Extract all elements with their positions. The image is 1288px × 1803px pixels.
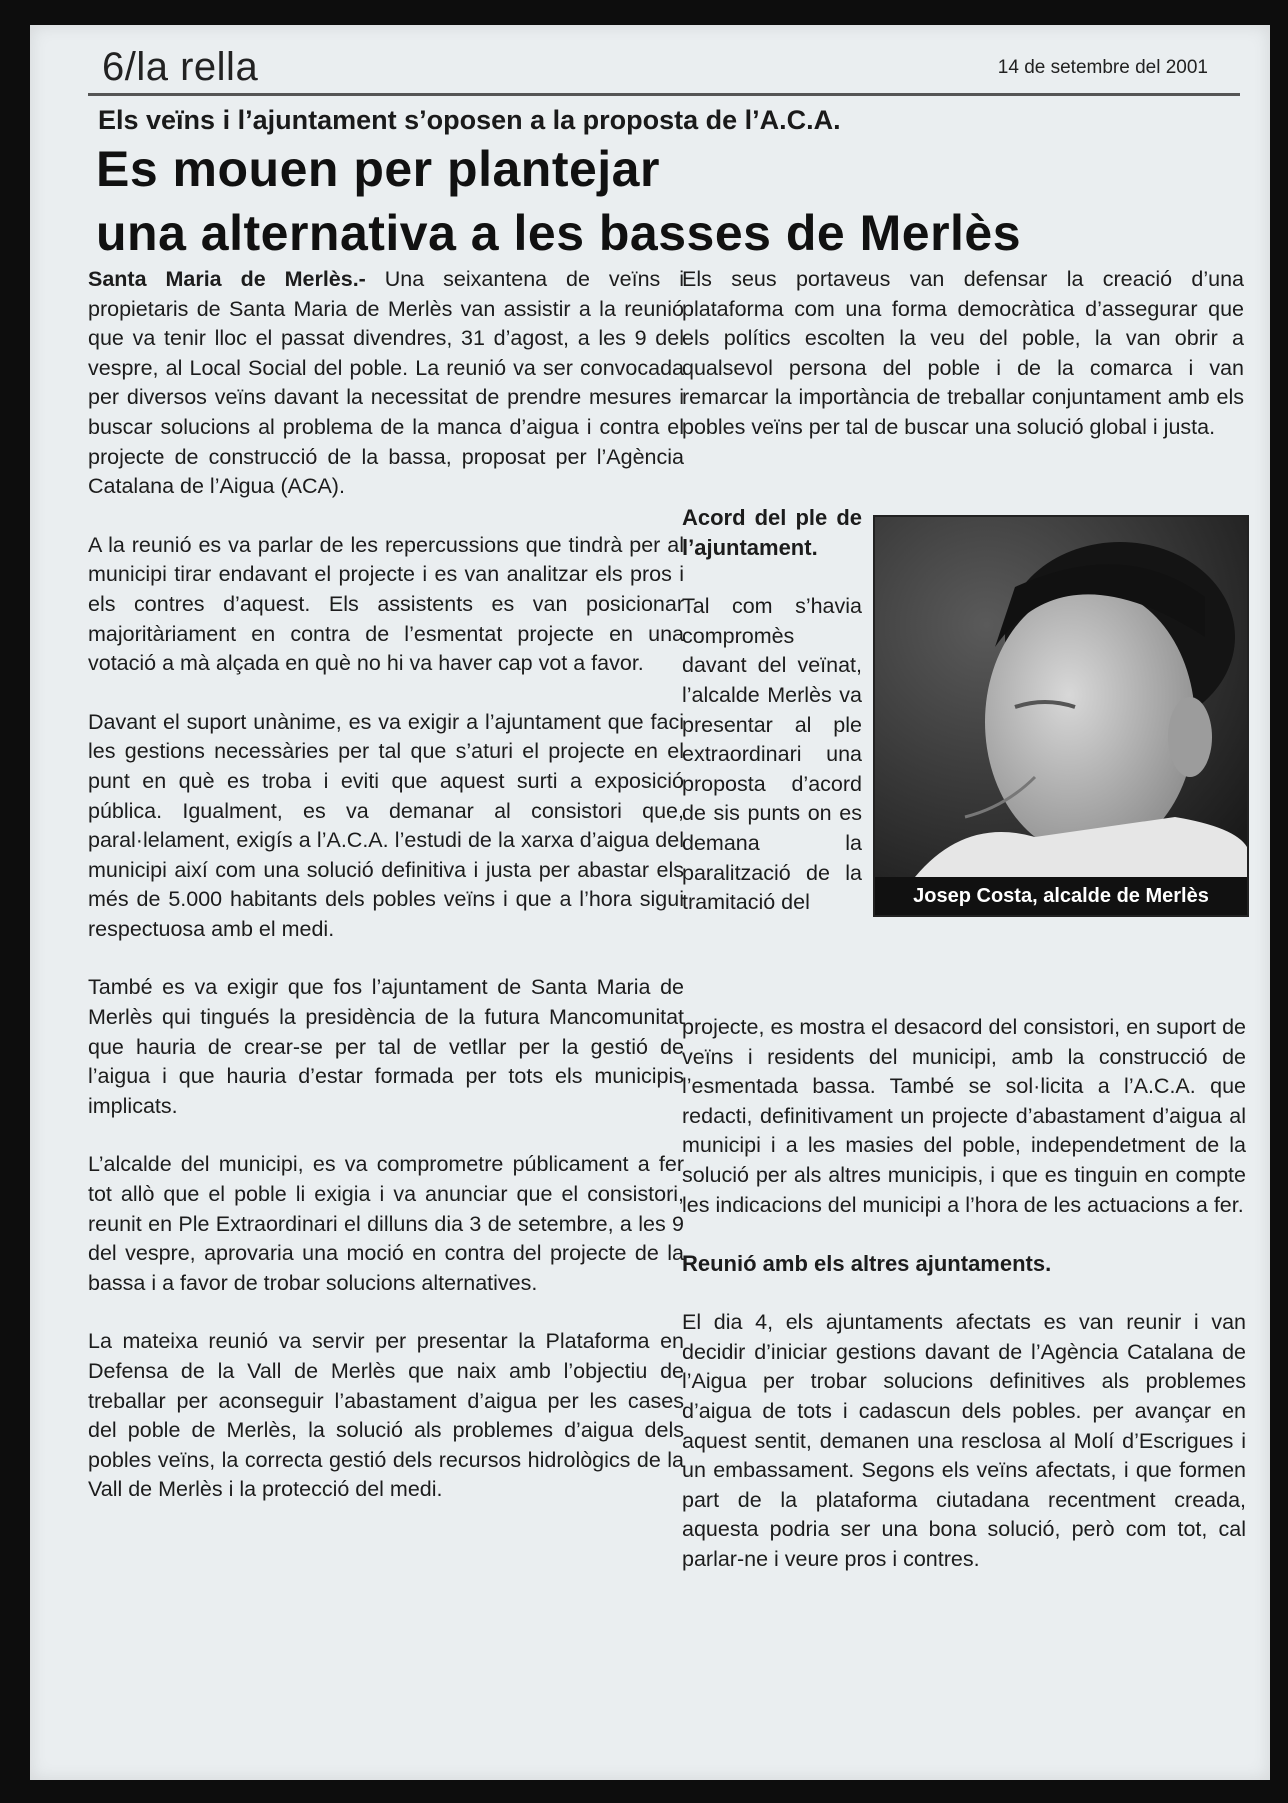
header-divider — [88, 93, 1240, 96]
publication-title: 6/la rella — [102, 45, 259, 89]
right-column-bottom — [682, 1013, 1246, 1604]
body-paragraph: Davant el suport unànime, es va exigir a l’ajuntament que faci les gestions necessàries per tal que s’aturi el projecte en el punt en què es troba i eviti que aquest surti a exposició pública. Igualment, es va demanar al consistori que, paral·lelament, exigís a l’A.C.A. l’estudi de la xarxa d’aigua del municipi així com una solució definitiva i justa per abastar els més de 5.000 habitants dels pobles veïns i que a l’hora sigui respectuosa amb el medi. — [88, 709, 684, 941]
portrait-image — [875, 517, 1247, 877]
article-headline — [96, 137, 1226, 265]
headline-line-1: Es mouen per plantejar — [96, 141, 660, 197]
body-paragraph: Tal com s’havia compromès davant del veïnat, l’alcalde Merlès va presentar al ple extraordinari una proposta d’acord de sis punts on es demana la paralització de la tramitació del — [682, 594, 862, 915]
dateline: Santa Maria de Merlès.- — [88, 267, 366, 291]
mayor-photo — [873, 515, 1249, 917]
issue-date: 14 de setembre del 2001 — [997, 57, 1208, 78]
body-paragraph: També es va exigir que fos l’ajuntament de Santa Maria de Merlès qui tingués la presidència de la futura Mancomunitat que hauria de crear-se per tal de vetllar per la gestió de l’aigua i que hauria d’estar formada per tots els municipis implicats. — [88, 975, 684, 1118]
article-kicker: Els veïns i l’ajuntament s’oposen a la proposta de l’A.C.A. — [98, 105, 841, 135]
body-paragraph: La mateixa reunió va servir per presentar la Plataforma en Defensa de la Vall de Merlès que naix amb l’objectiu de treballar per aconseguir l’abastament d’aigua per les cases del poble de Merlès, la solució als problemes d’aigua dels pobles veïns, la correcta gestió dels recursos hidrològics de la Vall de Merlès i la protecció del medi. — [88, 1329, 684, 1502]
subhead-ple: Acord del ple de l’ajuntament. — [682, 505, 862, 560]
body-paragraph: El dia 4, els ajuntaments afectats es van reunir i van decidir d’iniciar gestions davant de l’Agència Catalana de l’Aigua per trobar solucions definitives als problemes d’aigua de tots i cadascun dels pobles. per avançar en aquest sentit, demanen una resclosa al Molí d’Escrigues i un embassament. Segons els veïns afectats, i que formen part de la plataforma ciutadana recentment creada, aquesta podria ser una bona solució, però com tot, cal parlar-ne i veure pros i contres. — [682, 1310, 1246, 1571]
newspaper-page — [30, 25, 1270, 1780]
body-paragraph: Els seus portaveus van defensar la creació d’una plataforma com una forma democràtica d’assegurar que els polítics escolten la veu del poble, la van obrir a qualsevol persona del poble i de la comarca i van remarcar la importància de treballar conjuntament amb els pobles veïns per tal de buscar una solució global i justa. — [682, 267, 1244, 439]
subhead-reunio: Reunió amb els altres ajuntaments. — [682, 1251, 1052, 1277]
narrow-column — [682, 503, 862, 947]
left-column — [88, 265, 684, 1534]
headline-line-2: una alternativa a les basses de Merlès — [96, 205, 1022, 261]
lead-paragraph — [88, 265, 684, 502]
photo-caption: Josep Costa, alcalde de Merlès — [875, 877, 1247, 915]
body-paragraph: A la reunió es va parlar de les repercussions que tindrà per al municipi tirar endavant el projecte i es van analitzar els pros i els contres d’aquest. Els assistents es van posicionar majoritàriament en contra de l’esmentat projecte en una votació a mà alçada en què no hi va haver cap vot a favor. — [88, 532, 684, 676]
right-column-top — [682, 265, 1244, 472]
lead-text: Una seixantena de veïns i propietaris de Santa Maria de Merlès van assistir a la reunió que va tenir lloc el passat divendres, 31 d’agost, a les 9 del vespre, al Local Social del poble. La reunió va ser convocada per diversos veïns davant la necessitat de prendre mesures i buscar solucions al problema de la manca d’aigua i contra el projecte de construcció de la bassa, proposat per l’Agència Catalana de l’Aigua (ACA). — [88, 267, 684, 499]
body-paragraph: L’alcalde del municipi, es va comprometre públicament a fer tot allò que el poble li exigia i va anunciar que el consistori, reunit en Ple Extraordinari el dilluns dia 3 de setembre, a les 9 del vespre, aprovaria una moció en contra del projecte de la bassa i a favor de trobar solucions alternatives. — [88, 1152, 684, 1295]
body-paragraph: projecte, es mostra el desacord del consistori, en suport de veïns i residents del municipi, amb la construcció de l’esmentada bassa. També se sol·licita a l’A.C.A. que redacti, definitivament un projecte d’abastament d’aigua al municipi i a les masies del poble, independetment de la solució per als altres municipis, i que es tinguin en compte les indicacions del municipi a l’hora de les actuacions a fer. — [682, 1015, 1246, 1217]
